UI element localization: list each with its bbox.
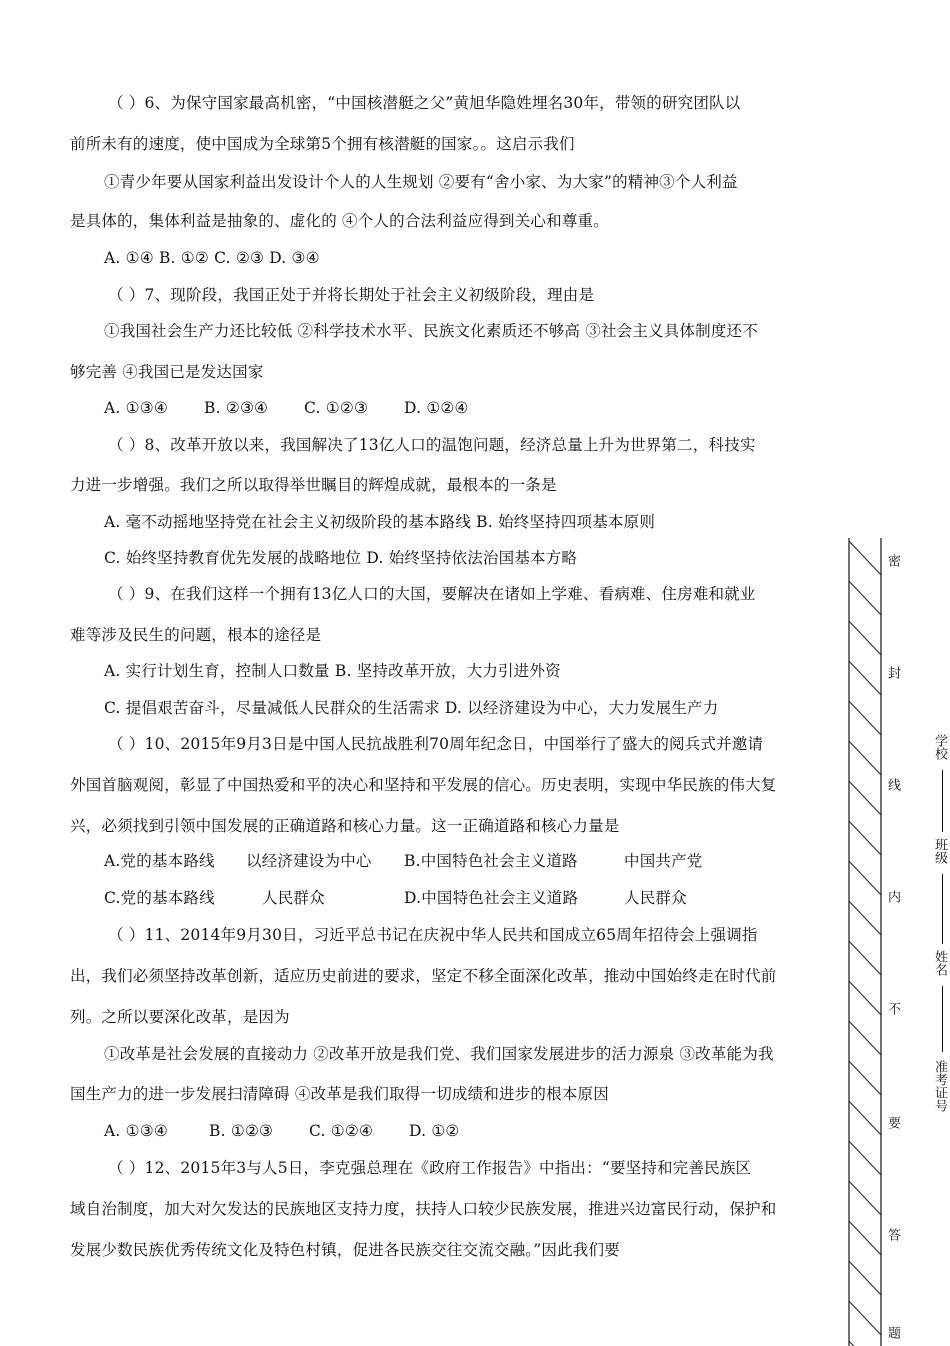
q7-items-line1: ①我国社会生产力还比较低 ②科学技术水平、民族文化素质还不够高 ③社会主义具体制度还不 xyxy=(104,322,758,340)
q12-stem-line2: 域自治制度，加大对欠发达的民族地区支持力度，扶持人口较少民族发展，推进兴边富民行动，保护和 xyxy=(70,1200,777,1218)
q10-option-d-path: D.中国特色社会主义道路 xyxy=(404,889,579,907)
q12-stem-line3: 发展少数民族优秀传统文化及特色村镇，促进各民族交往交流交融。”因此我们要 xyxy=(70,1241,620,1259)
seal-char-nei: 内 xyxy=(885,890,900,903)
seal-char-feng: 封 xyxy=(885,666,900,679)
q11-option-d: D. ①② xyxy=(409,1122,460,1140)
q10-stem-line1: （ ）10、2015年9月3日是中国人民抗战胜利70周年纪念日，中国举行了盛大的阅兵式并邀请 xyxy=(108,735,764,753)
binding-margin xyxy=(848,538,950,1346)
q11-stem-line3: 列。之所以要深化改革，是因为 xyxy=(70,1008,290,1026)
q9-stem-line2: 难等涉及民生的问题，根本的途径是 xyxy=(70,626,322,644)
q10-options-row2 xyxy=(104,887,687,909)
q11-option-a: A. ①③④ xyxy=(104,1122,168,1140)
school-field-blank[interactable] xyxy=(942,770,943,832)
q7-option-b: B. ②③④ xyxy=(204,399,269,417)
q12-stem-line1: （ ）12、2015年3与人5日，李克强总理在《政府工作报告》中指出：“要坚持和完善民族区 xyxy=(108,1159,752,1177)
q9-stem-line1: （ ）9、在我们这样一个拥有13亿人口的大国，要解决在诸如上学难、看病难、住房难和就业 xyxy=(108,585,756,603)
q7-option-a: A. ①③④ xyxy=(104,399,168,417)
class-field-label: 班级 xyxy=(932,838,947,864)
q11-stem-line1: （ ）11、2014年9月30日，习近平总书记在庆祝中华人民共和国成立65周年招待会上强调指 xyxy=(108,926,758,944)
q6-items-line2: 是具体的，集体利益是抽象的、虚化的 ④个人的合法利益应得到关心和尊重。 xyxy=(70,212,609,230)
q11-options xyxy=(104,1120,460,1142)
q8-stem-line1: （ ）8、改革开放以来，我国解决了13亿人口的温饱问题，经济总量上升为世界第二，科技实 xyxy=(108,436,756,454)
q11-items-line2: 国生产力的进一步发展扫清障碍 ④改革是我们取得一切成绩和进步的根本原因 xyxy=(70,1085,609,1103)
seal-char-bu: 不 xyxy=(885,1002,900,1015)
q8-option-cd: C. 始终坚持教育优先发展的战略地位 D. 始终坚持依法治国基本方略 xyxy=(104,549,578,567)
q6-stem-line1: （ ）6、为保守国家最高机密，“中国核潜艇之父”黄旭华隐姓埋名30年，带领的研究团队以 xyxy=(108,94,741,112)
seal-char-mi: 密 xyxy=(885,554,900,567)
q10-option-c-path: C.党的基本路线 xyxy=(104,889,215,907)
seal-hatch-band xyxy=(848,538,888,1346)
name-field-label: 姓名 xyxy=(932,950,947,976)
exam-number-field-label: 准考证号 xyxy=(932,1060,947,1112)
q7-options xyxy=(104,397,469,419)
q10-options-row1 xyxy=(104,850,703,872)
q10-stem-line2: 外国首脑观阅，彰显了中国热爱和平的决心和坚持和平发展的信心。历史表明，实现中华民族的伟大复 xyxy=(70,776,777,794)
class-field-blank[interactable] xyxy=(942,874,943,944)
q6-options: A. ①④ B. ①② C. ②③ D. ③④ xyxy=(104,249,320,267)
q10-option-a-force: 以经济建设为中心 xyxy=(246,852,372,870)
q8-stem-line2: 力进一步增强。我们之所以取得举世瞩目的辉煌成就，最根本的一条是 xyxy=(70,476,557,494)
q10-option-b-force: 中国共产党 xyxy=(624,852,703,870)
seal-char-ti: 题 xyxy=(885,1326,900,1339)
q11-option-c: C. ①②④ xyxy=(309,1122,374,1140)
q7-option-d: D. ①②④ xyxy=(404,399,469,417)
q8-option-ab: A. 毫不动摇地坚持党在社会主义初级阶段的基本路线 B. 始终坚持四项基本原则 xyxy=(104,513,656,531)
seal-char-xian: 线 xyxy=(885,778,900,791)
q6-items-line1: ①青少年要从国家利益出发设计个人的人生规划 ②要有“舍小家、为大家”的精神③个人利益 xyxy=(104,173,738,191)
q10-option-d-force: 人民群众 xyxy=(624,889,687,907)
q6-stem-line2: 前所未有的速度，使中国成为全球第5个拥有核潜艇的国家。。这启示我们 xyxy=(70,135,575,153)
q10-option-b-path: B.中国特色社会主义道路 xyxy=(404,852,578,870)
q7-items-line2: 够完善 ④我国已是发达国家 xyxy=(70,363,264,381)
q11-items-line1: ①改革是社会发展的直接动力 ②改革开放是我们党、我们国家发展进步的活力源泉 ③改革能为我 xyxy=(104,1045,774,1063)
q10-option-c-force: 人民群众 xyxy=(262,889,325,907)
school-field-label: 学校 xyxy=(932,734,947,760)
q10-stem-line3: 兴，必须找到引领中国发展的正确道路和核心力量。这一正确道路和核心力量是 xyxy=(70,817,620,835)
q11-stem-line2: 出，我们必须坚持改革创新，适应历史前进的要求，坚定不移全面深化改革，推动中国始终走在时代前 xyxy=(70,967,777,985)
q9-option-cd: C. 提倡艰苦奋斗，尽量减低人民群众的生活需求 D. 以经济建设为中心，大力发展生产力 xyxy=(104,699,719,717)
seal-char-da: 答 xyxy=(885,1228,900,1241)
seal-char-yao: 要 xyxy=(885,1116,900,1129)
q10-option-a-path: A.党的基本路线 xyxy=(104,852,215,870)
name-field-blank[interactable] xyxy=(942,986,943,1052)
q11-option-b: B. ①②③ xyxy=(209,1122,274,1140)
q9-option-ab: A. 实行计划生育，控制人口数量 B. 坚持改革开放，大力引进外资 xyxy=(104,662,561,680)
q7-option-c: C. ①②③ xyxy=(304,399,369,417)
q7-stem: （ ）7、现阶段，我国正处于并将长期处于社会主义初级阶段，理由是 xyxy=(108,286,595,304)
